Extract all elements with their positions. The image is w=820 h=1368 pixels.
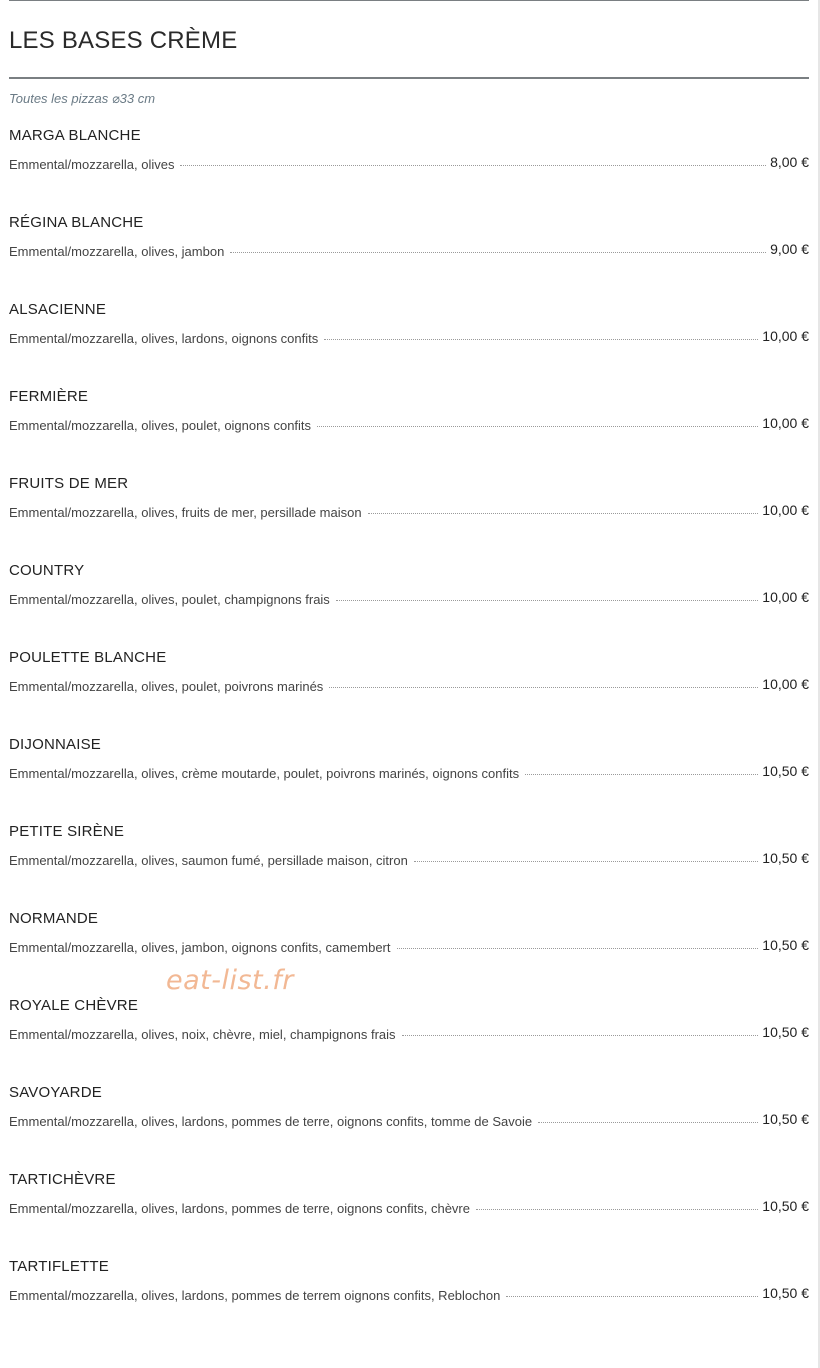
item-description: Emmental/mozzarella, olives, fruits de mer, persillade maison: [9, 505, 362, 520]
item-detail-row: [9, 1286, 809, 1306]
dotted-leader: [402, 1034, 759, 1036]
item-description: Emmental/mozzarella, olives, noix, chèvre, miel, champignons frais: [9, 1027, 396, 1042]
item-price: 10,50 €: [762, 937, 809, 953]
item-price: 10,00 €: [762, 589, 809, 605]
menu-item: [9, 562, 809, 649]
menu-item: [9, 736, 809, 823]
dotted-leader: [506, 1295, 758, 1297]
item-detail-row: [9, 590, 809, 610]
item-description: Emmental/mozzarella, olives, lardons, pommes de terre, oignons confits, tomme de Savoie: [9, 1114, 533, 1129]
item-name: ALSACIENNE: [9, 301, 107, 318]
title-divider: [9, 77, 809, 79]
menu-item: [9, 1258, 809, 1345]
item-description: Emmental/mozzarella, olives, poulet, poivrons marinés: [9, 679, 324, 694]
dotted-leader: [336, 599, 758, 601]
menu-item: [9, 475, 809, 562]
item-description: Emmental/mozzarella, olives, lardons, oignons confits: [9, 331, 319, 346]
item-name: POULETTE BLANCHE: [9, 649, 167, 666]
item-detail-row: [9, 1112, 809, 1132]
item-price: 10,50 €: [762, 763, 809, 779]
item-description: Emmental/mozzarella, olives, lardons, pommes de terrem oignons confits, Reblochon: [9, 1288, 501, 1303]
menu-item: [9, 1171, 809, 1258]
dotted-leader: [538, 1121, 758, 1123]
item-description: Emmental/mozzarella, olives, jambon, oignons confits, camembert: [9, 940, 391, 955]
item-detail-row: [9, 155, 809, 175]
item-price: 10,00 €: [762, 328, 809, 344]
item-price: 10,50 €: [762, 1111, 809, 1127]
page-subtitle: Toutes les pizzas ⌀33 cm: [9, 91, 156, 106]
item-price: 10,50 €: [762, 1024, 809, 1040]
item-name: RÉGINA BLANCHE: [9, 214, 144, 231]
item-detail-row: [9, 938, 809, 958]
item-detail-row: [9, 851, 809, 871]
item-detail-row: [9, 242, 809, 262]
item-price: 10,00 €: [762, 502, 809, 518]
item-detail-row: [9, 416, 809, 436]
menu-items-list: [9, 127, 809, 1345]
item-price: 10,00 €: [762, 415, 809, 431]
item-detail-row: [9, 1199, 809, 1219]
menu-item: [9, 301, 809, 388]
item-name: TARTIFLETTE: [9, 1258, 109, 1275]
item-name: DIJONNAISE: [9, 736, 102, 753]
item-name: ROYALE CHÈVRE: [9, 997, 139, 1014]
menu-item: [9, 997, 809, 1084]
dotted-leader: [180, 164, 766, 166]
item-name: TARTICHÈVRE: [9, 1171, 116, 1188]
item-name: SAVOYARDE: [9, 1084, 102, 1101]
dotted-leader: [368, 512, 759, 514]
item-detail-row: [9, 503, 809, 523]
dotted-leader: [324, 338, 758, 340]
item-price: 9,00 €: [770, 241, 809, 257]
dotted-leader: [414, 860, 758, 862]
item-description: Emmental/mozzarella, olives: [9, 157, 175, 172]
item-price: 10,50 €: [762, 1198, 809, 1214]
dotted-leader: [397, 947, 759, 949]
item-name: PETITE SIRÈNE: [9, 823, 125, 840]
item-description: Emmental/mozzarella, olives, saumon fumé, persillade maison, citron: [9, 853, 408, 868]
item-detail-row: [9, 1025, 809, 1045]
dotted-leader: [317, 425, 758, 427]
menu-item: [9, 910, 809, 997]
item-name: MARGA BLANCHE: [9, 127, 141, 144]
menu-item: [9, 127, 809, 214]
menu-section: [9, 0, 809, 1345]
item-price: 10,50 €: [762, 850, 809, 866]
page-title: LES BASES CRÈME: [9, 27, 238, 54]
item-price: 8,00 €: [770, 154, 809, 170]
dotted-leader: [230, 251, 766, 253]
menu-item: [9, 214, 809, 301]
item-description: Emmental/mozzarella, olives, poulet, oignons confits: [9, 418, 312, 433]
item-name: FRUITS DE MER: [9, 475, 129, 492]
item-name: NORMANDE: [9, 910, 99, 927]
item-price: 10,00 €: [762, 676, 809, 692]
item-detail-row: [9, 677, 809, 697]
watermark-text: eat-list.fr: [166, 965, 294, 996]
menu-item: [9, 1084, 809, 1171]
item-detail-row: [9, 329, 809, 349]
item-description: Emmental/mozzarella, olives, poulet, champignons frais: [9, 592, 330, 607]
dotted-leader: [329, 686, 758, 688]
menu-item: [9, 649, 809, 736]
item-description: Emmental/mozzarella, olives, crème moutarde, poulet, poivrons marinés, oignons confits: [9, 766, 520, 781]
item-description: Emmental/mozzarella, olives, jambon: [9, 244, 225, 259]
dotted-leader: [525, 773, 758, 775]
item-price: 10,50 €: [762, 1285, 809, 1301]
item-description: Emmental/mozzarella, olives, lardons, pommes de terre, oignons confits, chèvre: [9, 1201, 470, 1216]
menu-item: [9, 388, 809, 475]
item-name: FERMIÈRE: [9, 388, 89, 405]
menu-item: [9, 823, 809, 910]
dotted-leader: [476, 1208, 758, 1210]
item-name: COUNTRY: [9, 562, 85, 579]
item-detail-row: [9, 764, 809, 784]
